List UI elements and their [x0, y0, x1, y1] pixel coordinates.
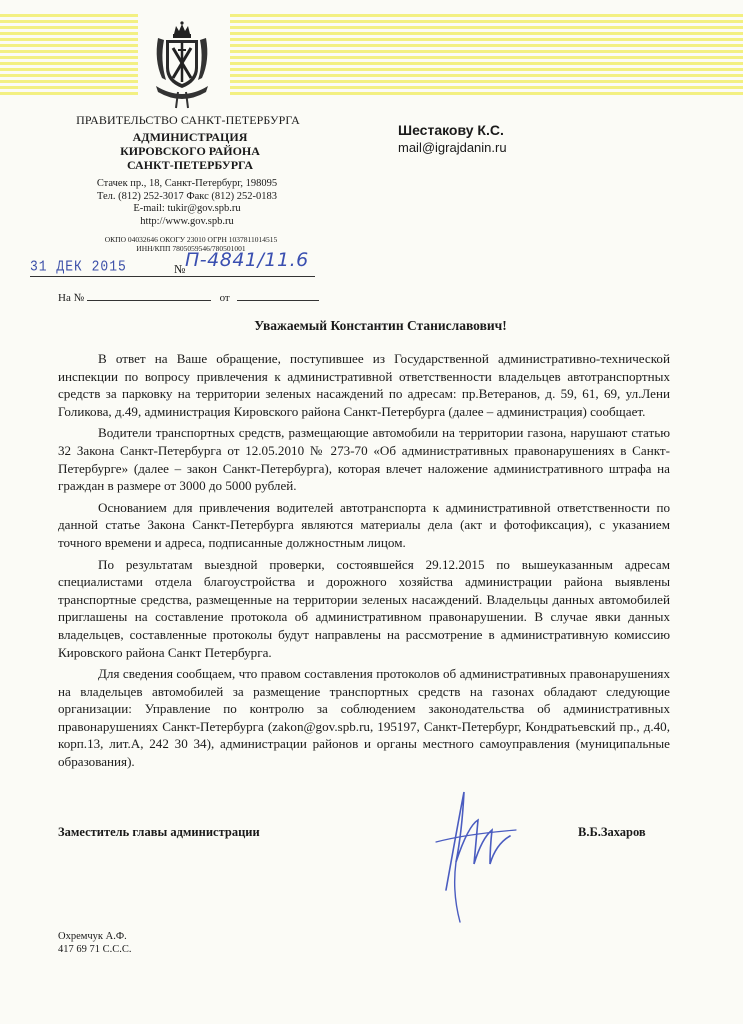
admin-line-1: АДМИНИСТРАЦИЯ [132, 130, 248, 144]
paragraph: Водители транспортных средств, размещающие автомобили на территории газона, нарушают статью 32 Закона Санкт-Петербурга от 12.05.2010 № 273-70 «Об административных правонарушениях в Санкт-Петербурге» (далее – закон Санкт-Петербурга), которая влечет наложение административного штрафа на граждан в размере от 3000 до 5000 рублей. [58, 425, 670, 494]
codes-line-2: ИНН/КПП 7805059546/780501001 [136, 244, 246, 253]
date-stamp: 31 ДЕК 2015 [30, 257, 127, 276]
header-stripes [0, 14, 743, 96]
administration-name [100, 130, 280, 172]
greeting: Уважаемый Константин Станиславович! [254, 318, 507, 333]
recipient-email: mail@igrajdanin.ru [398, 140, 507, 155]
ref-prefix: На № [58, 292, 85, 304]
handwritten-number: П-4841/11.6 [185, 249, 309, 271]
coat-of-arms-icon [148, 20, 216, 110]
executor-block [58, 930, 132, 956]
executor-phone: 417 69 71 С.С.С. [58, 944, 132, 955]
letter-body [58, 350, 670, 775]
address: Стачек пр., 18, Санкт-Петербург, 198095 [96, 178, 278, 189]
paragraph: По результатам выездной проверки, состоявшейся 29.12.2015 по вышеуказанным адресам специалистами отдела благоустройства и дорожного хозяйства администрации района выявлены транспортные средства, размещенные на территории зеленых насаждений. Владельцы данных автомобилей приглашены на составление протокола об административном правонарушении. В случае явки данных владельцев, составленные протоколы будут направлены на рассмотрение в административную комиссию Кировского района Санкт Петербурга. [58, 556, 670, 660]
phone-fax: Тел. (812) 252-3017 Факс (812) 252-0183 [96, 190, 278, 202]
signatory-name: В.Б.Захаров [578, 825, 646, 839]
ref-date-blank [237, 290, 319, 301]
ref-number-blank [87, 290, 211, 301]
codes-line-1: ОКПО 04032646 ОКОГУ 23010 ОГРН 1037811014515 [104, 235, 278, 244]
ref-from-label: от [219, 292, 230, 304]
reference-line [58, 290, 319, 304]
registration-line [30, 276, 315, 277]
paragraph: Основанием для привлечения водителей автотранспорта к административной ответственности по данной статье Закона Санкт-Петербурга являются материалы дела (акт и фотофиксация), с указанием точного времени и адреса, подписанные должностным лицом. [58, 499, 670, 550]
recipient-block [398, 122, 507, 155]
number-label: № [174, 262, 186, 276]
admin-line-2: КИРОВСКОГО РАЙОНА [120, 144, 260, 158]
website: http://www.gov.spb.ru [140, 215, 234, 227]
government-name: ПРАВИТЕЛЬСТВО САНКТ-ПЕТЕРБУРГА [76, 113, 300, 127]
paragraph: Для сведения сообщаем, что правом составления протоколов об административных правонарушениях на владельцев автомобилей за размещение транспортных средств на газонах обладают следующие организации: Управление по контролю за соблюдением законодательства об административных правонарушениях Санкт-Петербурга (zakon@gov.spb.ru, 195197, Санкт-Петербург, Кондратьевский пр., д.40, корп.13, лит.А, 242 30 34), администрации районов и органы местного самоуправления (муниципальные образования). [58, 666, 670, 770]
signatory-title: Заместитель главы администрации [58, 825, 260, 839]
paragraph: В ответ на Ваше обращение, поступившее из Государственной административно-технической инспекции по вопросу привлечения к административной ответственности владельцев автотранспортных средств за парковку на территории зеленых насаждений по адресам: пр.Ветеранов, д. 59, 61, 69, ул.Лени Голикова, д.49, администрация Кировского района Санкт-Петербурга (далее – администрация) сообщает. [58, 351, 670, 419]
email: E-mail: tukir@gov.spb.ru [133, 203, 241, 214]
contact-block [82, 178, 292, 228]
admin-line-3: САНКТ-ПЕТЕРБУРГА [126, 158, 254, 172]
executor-name: Охремчук А.Ф. [58, 931, 127, 942]
handwritten-signature [416, 772, 536, 932]
recipient-name: Шестакову К.С. [398, 122, 504, 138]
